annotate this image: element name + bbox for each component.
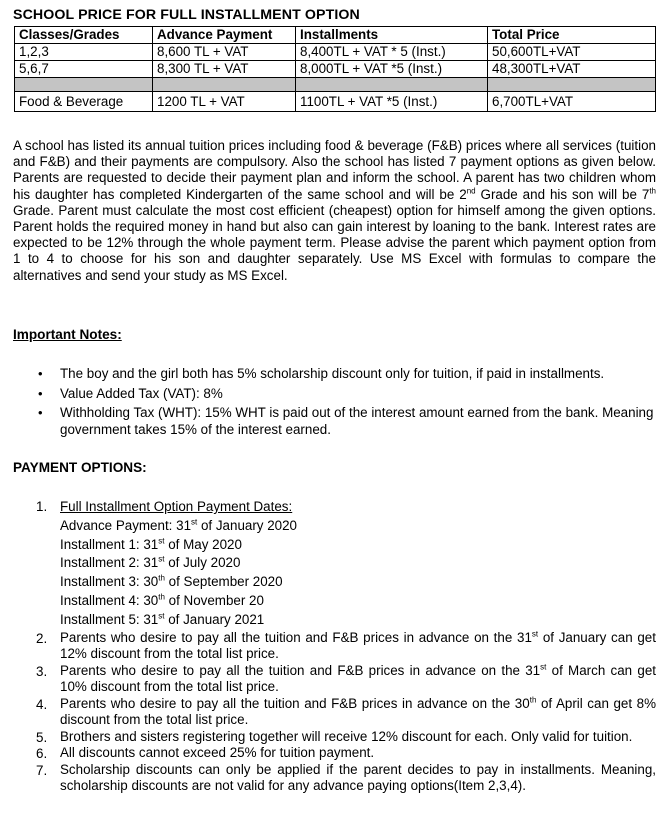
option-item bbox=[34, 745, 656, 762]
option-text: Parents who desire to pay all the tuition and F&B prices in advance on the 30th of April can get 8% discount from the total list price. bbox=[60, 695, 656, 728]
option-item bbox=[34, 498, 656, 630]
table-cell: 8,300 TL + VAT bbox=[153, 61, 296, 78]
table-row bbox=[15, 44, 656, 61]
header-cell: Total Price bbox=[488, 27, 656, 44]
table-cell: 1200 TL + VAT bbox=[153, 92, 296, 112]
header-cell: Advance Payment bbox=[153, 27, 296, 44]
option-item bbox=[34, 762, 656, 795]
note-text: The boy and the girl both has 5% scholarship discount only for tuition, if paid in installments. bbox=[60, 366, 605, 381]
list-item bbox=[36, 405, 656, 438]
option-text: All discounts cannot exceed 25% for tuition payment. bbox=[60, 745, 375, 761]
option-item bbox=[34, 663, 656, 696]
option-number: 3. bbox=[36, 663, 48, 679]
list-item bbox=[36, 386, 656, 403]
list-item bbox=[36, 366, 656, 383]
bullet-icon: • bbox=[38, 366, 43, 381]
table-cell: 48,300TL+VAT bbox=[488, 61, 656, 78]
table-cell: 8,000TL + VAT *5 (Inst.) bbox=[296, 61, 488, 78]
option-number: 4. bbox=[36, 696, 48, 712]
option-1-content bbox=[60, 498, 656, 630]
superscript: th bbox=[649, 186, 656, 196]
table-cell: 8,600 TL + VAT bbox=[153, 44, 296, 61]
description-paragraph bbox=[13, 138, 656, 284]
option-text: Parents who desire to pay all the tuition and F&B prices in advance on the 31st of January can get 12% discount from the total list price. bbox=[60, 629, 656, 662]
note-text: Value Added Tax (VAT): 8% bbox=[60, 385, 223, 401]
table-cell: 8,400TL + VAT * 5 (Inst.) bbox=[296, 44, 488, 61]
table-header-row bbox=[15, 27, 656, 44]
payment-date: Installment 3: 30th of September 2020 bbox=[60, 573, 283, 590]
table-row-food-beverage bbox=[15, 92, 656, 112]
superscript: nd bbox=[466, 186, 476, 196]
separator-cell bbox=[153, 78, 296, 92]
payment-date: Advance Payment: 31st of January 2020 bbox=[60, 517, 298, 533]
option-number: 5. bbox=[36, 729, 48, 745]
table-cell: 1100TL + VAT *5 (Inst.) bbox=[296, 92, 488, 112]
paragraph-text: Grade and his son will be 7 bbox=[475, 186, 650, 202]
option-item bbox=[34, 696, 656, 729]
separator-cell bbox=[296, 78, 488, 92]
option-number: 6. bbox=[36, 746, 48, 762]
table-separator-row bbox=[15, 78, 656, 92]
paragraph-text: Grade. Parent must calculate the most cost efficient (cheapest) option for himself among the given options. Parent holds the required money in hand but also can gain interest by loaning to the bank. Interest rates are expected to be 12% through the whole payment term. Please advise the parent which payment option from 1 to 4 to choose for his son and daughter separately. Use MS Excel with formulas to compare the alternatives and send your study as MS Excel. bbox=[13, 202, 656, 283]
option-number: 2. bbox=[36, 630, 48, 646]
table-cell: 6,700TL+VAT bbox=[488, 92, 656, 112]
table-cell: 50,600TL+VAT bbox=[488, 44, 656, 61]
option-1-title: Full Installment Option Payment Dates: bbox=[60, 499, 293, 514]
payment-date: Installment 5: 31st of January 2021 bbox=[60, 611, 265, 627]
table-cell: 1,2,3 bbox=[15, 44, 153, 61]
price-table bbox=[14, 26, 656, 112]
payment-options-heading: PAYMENT OPTIONS: bbox=[13, 460, 147, 475]
important-notes-heading: Important Notes: bbox=[13, 327, 122, 342]
table-row bbox=[15, 61, 656, 78]
option-text: Scholarship discounts can only be applied if the parent decides to pay in installments. Meaning, scholarship discounts are not valid for any advance paying options(Item 2,3,4). bbox=[60, 761, 656, 794]
document-title: SCHOOL PRICE FOR FULL INSTALLMENT OPTION bbox=[13, 7, 360, 23]
paragraph-text: A school has listed its annual tuition prices including food & beverage (F&B) prices where all services (tuition and F&B) and their payments are compulsory. Also the school has listed 7 payment options as given below. Parents are requested to decide their payment plan and inform the school. A parent has two children whom his daughter has completed Kindergarten of the same school and will be 2 bbox=[13, 138, 656, 202]
separator-cell bbox=[15, 78, 153, 92]
option-item bbox=[34, 729, 656, 746]
separator-cell bbox=[488, 78, 656, 92]
table-cell: Food & Beverage bbox=[15, 92, 153, 112]
bullet-icon: • bbox=[38, 405, 43, 420]
notes-list bbox=[36, 366, 656, 441]
bullet-icon: • bbox=[38, 385, 43, 401]
payment-date: Installment 1: 31st of May 2020 bbox=[60, 536, 242, 552]
payment-date: Installment 2: 31st of July 2020 bbox=[60, 554, 241, 571]
payment-date: Installment 4: 30th of November 20 bbox=[60, 592, 264, 608]
option-text: Brothers and sisters registering together will receive 12% discount for each. Only valid for tuition. bbox=[60, 728, 633, 744]
note-text: Withholding Tax (WHT): 15% WHT is paid out of the interest amount earned from the bank. Meaning government takes 15% of the interest earned. bbox=[60, 405, 654, 437]
option-number: 7. bbox=[36, 762, 48, 778]
header-cell: Installments bbox=[296, 27, 488, 44]
option-text: Parents who desire to pay all the tuition and F&B prices in advance on the 31st of March can get 10% discount from the total list price. bbox=[60, 662, 656, 695]
table-cell: 5,6,7 bbox=[15, 61, 153, 78]
header-cell: Classes/Grades bbox=[15, 27, 153, 44]
option-number: 1. bbox=[36, 499, 48, 514]
option-item bbox=[34, 630, 656, 663]
payment-options-list bbox=[34, 498, 656, 795]
